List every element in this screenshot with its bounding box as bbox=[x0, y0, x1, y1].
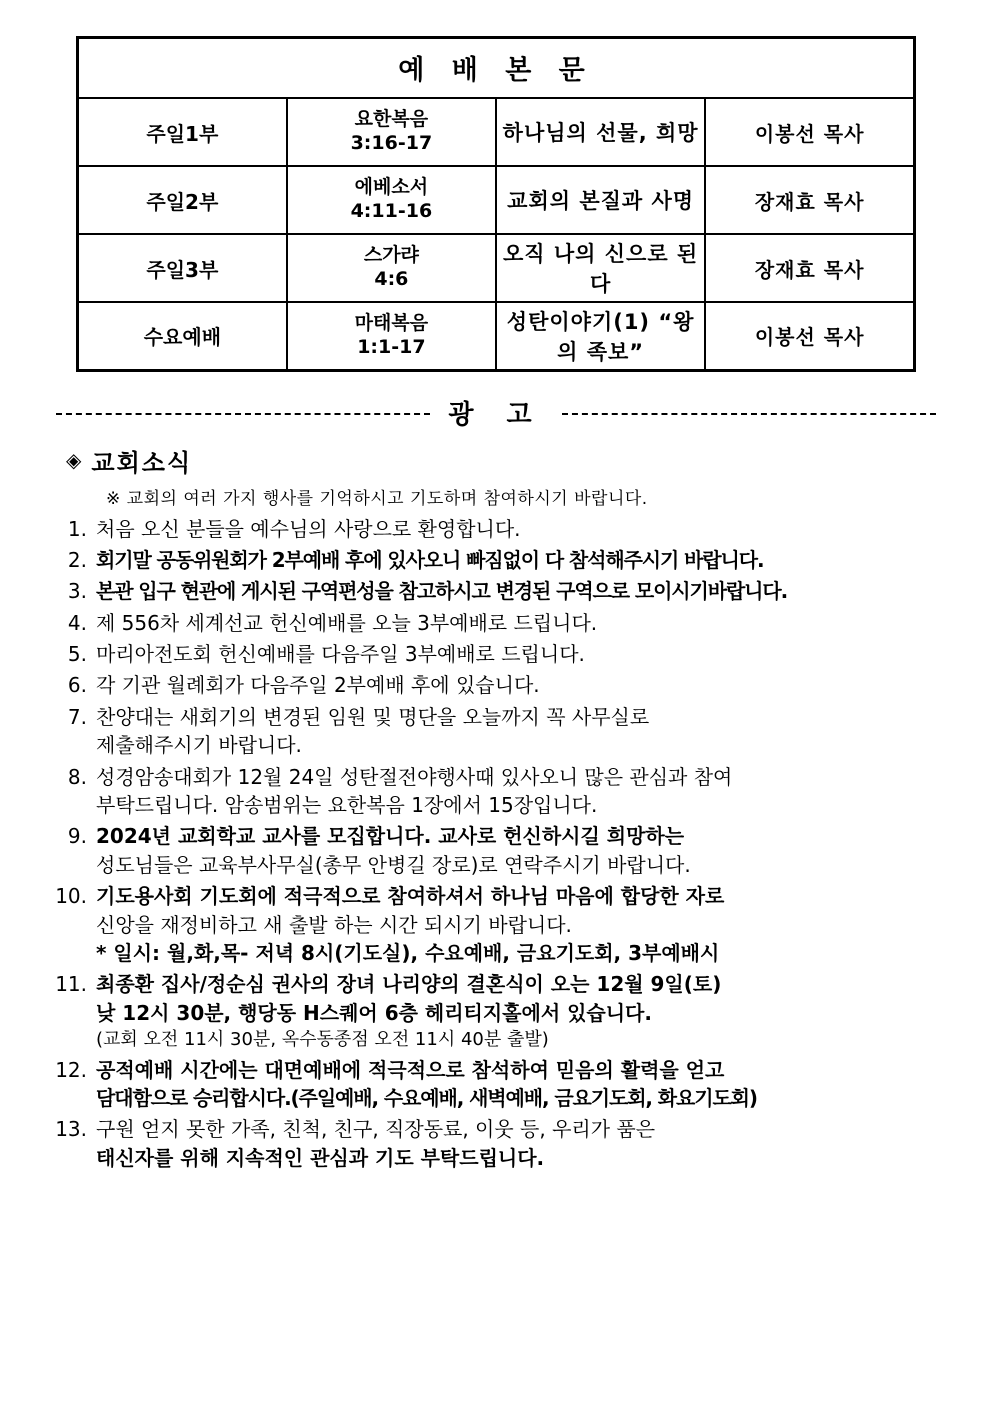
pastor-name: 장재효 목사 bbox=[705, 234, 914, 302]
list-item bbox=[40, 515, 952, 543]
list-item bbox=[40, 609, 952, 637]
notice-line: 낮 12시 30분, 행당동 H스퀘어 6층 헤리티지홀에서 있습니다. bbox=[96, 1000, 652, 1025]
pastor-name: 장재효 목사 bbox=[705, 166, 914, 234]
scripture-verse: 1:1-17 bbox=[357, 335, 426, 358]
notice-text bbox=[96, 1056, 757, 1113]
table-row bbox=[78, 302, 915, 370]
church-news-label: 교회소식 bbox=[91, 448, 193, 477]
notice-number: 9. bbox=[67, 824, 87, 849]
notice-number: 8. bbox=[67, 764, 87, 789]
list-item bbox=[40, 822, 952, 879]
church-news-heading bbox=[66, 443, 952, 478]
notice-line: 성도님들은 교육부사무실(총무 안병길 장로)로 연락주시기 바랍니다. bbox=[96, 852, 691, 877]
worship-table bbox=[76, 36, 916, 372]
diamond-icon: ◈ bbox=[66, 448, 84, 472]
service-part: 주일2부 bbox=[78, 166, 287, 234]
notice-number: 7. bbox=[67, 704, 87, 729]
divider-right bbox=[562, 413, 936, 415]
notice-line: * 일시: 월,화,목- 저녁 8시(기도실), 수요예배, 금요기도회, 3부예배시 bbox=[96, 940, 720, 965]
list-item bbox=[40, 763, 952, 820]
list-item bbox=[40, 970, 952, 1052]
announcements-title: 광 고 bbox=[448, 399, 544, 430]
list-item bbox=[40, 1056, 952, 1113]
pastor-name: 이봉선 목사 bbox=[705, 98, 914, 166]
notice-number: 6. bbox=[67, 673, 87, 698]
notice-line: 부탁드립니다. 암송범위는 요한복음 1장에서 15장입니다. bbox=[96, 793, 598, 818]
list-item bbox=[40, 671, 952, 699]
notice-number: 2. bbox=[67, 547, 87, 572]
notice-text bbox=[96, 640, 585, 668]
scripture-book: 에베소서 bbox=[354, 176, 429, 199]
list-item bbox=[40, 703, 952, 760]
scripture-book: 마태복음 bbox=[354, 312, 429, 334]
notice-line: 구원 얻지 못한 가족, 친척, 친구, 직장동료, 이웃 등, 우리가 품은 bbox=[96, 1117, 656, 1142]
notice-text bbox=[96, 577, 787, 605]
notice-number: 12. bbox=[55, 1057, 87, 1082]
sermon-theme: 하나님의 선물, 희망 bbox=[496, 98, 705, 166]
scripture-reference bbox=[287, 166, 496, 234]
notice-line: 본관 입구 현관에 게시된 구역편성을 참고하시고 변경된 구역으로 모이시기바랍니다. bbox=[96, 579, 788, 604]
scripture-verse: 3:16-17 bbox=[350, 132, 433, 154]
announcements-header bbox=[56, 394, 936, 431]
list-item bbox=[40, 546, 952, 574]
scripture-book: 스가랴 bbox=[363, 244, 419, 267]
notice-line: 마리아전도회 헌신예배를 다음주일 3부예배로 드립니다. bbox=[96, 642, 585, 667]
list-item bbox=[40, 640, 952, 668]
sermon-theme: 교회의 본질과 사명 bbox=[496, 166, 705, 234]
notice-number: 3. bbox=[67, 579, 87, 604]
notice-text bbox=[96, 1115, 655, 1172]
scripture-reference bbox=[287, 98, 496, 166]
notice-text bbox=[96, 822, 691, 879]
scripture-verse: 4:11-16 bbox=[350, 200, 433, 222]
notice-line: 기도용사회 기도회에 적극적으로 참여하셔서 하나님 마음에 합당한 자로 bbox=[96, 884, 725, 909]
scripture-reference bbox=[287, 302, 496, 370]
notice-text bbox=[96, 546, 763, 574]
notice-line: (교회 오전 11시 30분, 옥수동종점 오전 11시 40분 출발) bbox=[96, 1029, 549, 1051]
service-part: 수요예배 bbox=[78, 302, 287, 370]
list-item bbox=[40, 577, 952, 605]
service-part: 주일3부 bbox=[78, 234, 287, 302]
notice-line: 제 556차 세계선교 헌신예배를 오늘 3부예배로 드립니다. bbox=[96, 610, 598, 635]
notice-line: 태신자를 위해 지속적인 관심과 기도 부탁드립니다. bbox=[96, 1145, 545, 1170]
table-title-row bbox=[78, 38, 915, 99]
notice-line: 공적예배 시간에는 대면예배에 적극적으로 참석하여 믿음의 활력을 얻고 bbox=[96, 1057, 725, 1082]
notice-line: 성경암송대회가 12월 24일 성탄절전야행사때 있사오니 많은 관심과 참여 bbox=[96, 764, 733, 789]
scripture-reference bbox=[287, 234, 496, 302]
notice-line: 신앙을 재정비하고 새 출발 하는 시간 되시기 바랍니다. bbox=[96, 912, 572, 937]
list-item bbox=[40, 882, 952, 967]
sermon-theme: 오직 나의 신으로 된다 bbox=[496, 234, 705, 302]
scripture-verse: 4:6 bbox=[374, 268, 409, 290]
notice-text bbox=[96, 882, 724, 967]
notice-text bbox=[96, 515, 521, 543]
table-row bbox=[78, 98, 915, 166]
notice-line: 찬양대는 새회기의 변경된 임원 및 명단을 오늘까지 꼭 사무실로 bbox=[96, 704, 650, 729]
notice-line: 회기말 공동위원회가 2부예배 후에 있사오니 빠짐없이 다 참석해주시기 바랍니다. bbox=[96, 547, 764, 572]
notice-line: 담대함으로 승리합시다.(주일예배, 수요예배, 새벽예배, 금요기도회, 화요기도회) bbox=[96, 1086, 757, 1111]
notice-line: 최종환 집사/정순심 권사의 장녀 나리양의 결혼식이 오는 12월 9일(토) bbox=[96, 972, 722, 997]
notice-line: 처음 오신 분들을 예수님의 사랑으로 환영합니다. bbox=[96, 516, 521, 541]
notice-number: 4. bbox=[67, 610, 87, 635]
notice-number: 1. bbox=[67, 516, 87, 541]
notice-line: 제출해주시기 바랍니다. bbox=[96, 733, 302, 758]
notice-number: 10. bbox=[55, 884, 87, 909]
service-part: 주일1부 bbox=[78, 98, 287, 166]
notice-list bbox=[40, 515, 952, 1173]
notice-text bbox=[96, 609, 597, 637]
notice-number: 11. bbox=[55, 972, 87, 997]
scripture-book: 요한복음 bbox=[354, 108, 429, 131]
worship-table-title: 예 배 본 문 bbox=[78, 38, 915, 99]
notice-text bbox=[96, 703, 649, 760]
notice-text bbox=[96, 970, 721, 1052]
list-item bbox=[40, 1115, 952, 1172]
divider-left bbox=[56, 413, 430, 415]
table-row bbox=[78, 166, 915, 234]
notice-number: 5. bbox=[67, 642, 87, 667]
pastor-name: 이봉선 목사 bbox=[705, 302, 914, 370]
notice-number: 13. bbox=[55, 1117, 87, 1142]
notice-line: 각 기관 월례회가 다음주일 2부예배 후에 있습니다. bbox=[96, 673, 540, 698]
sermon-theme: 성탄이야기(1) “왕의 족보” bbox=[496, 302, 705, 370]
table-row bbox=[78, 234, 915, 302]
notice-text bbox=[96, 763, 732, 820]
notice-text bbox=[96, 671, 540, 699]
notice-line: 2024년 교회학교 교사를 모집합니다. 교사로 헌신하시길 희망하는 bbox=[96, 824, 685, 849]
church-news-note: ※ 교회의 여러 가지 행사를 기억하시고 기도하며 참여하시기 바랍니다. bbox=[106, 488, 648, 509]
